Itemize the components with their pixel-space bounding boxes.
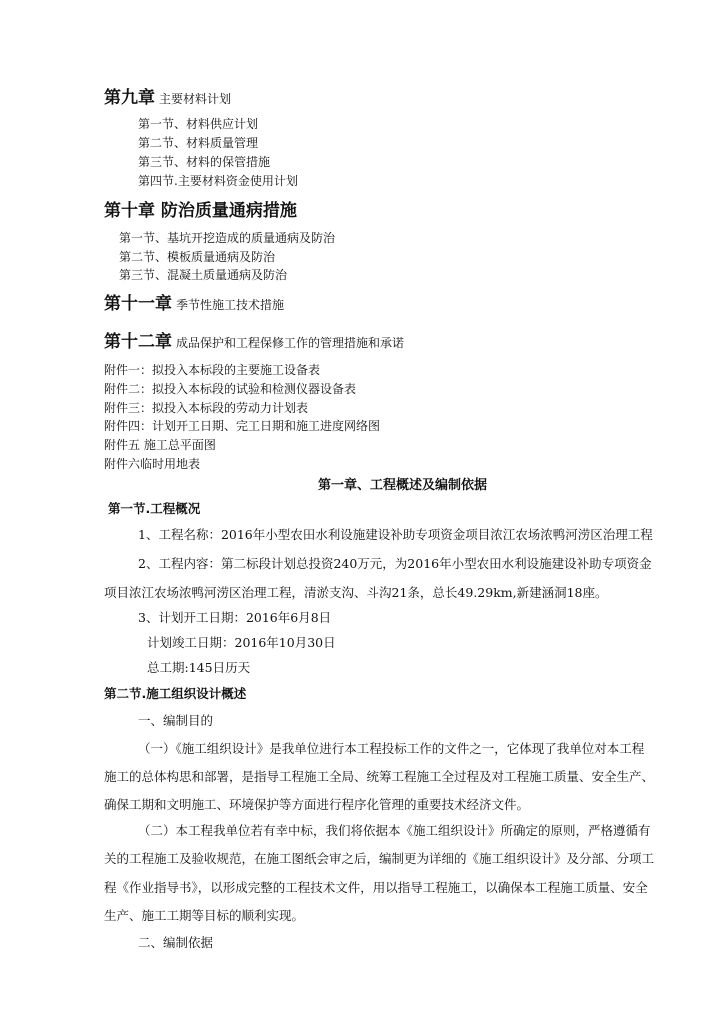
- paragraph-2-line4: 生产、施工工期等目标的顺利实现。: [104, 908, 305, 923]
- subheading-basis: 二、编制依据: [138, 935, 214, 950]
- paragraph-1-line1: （一）《施工组织设计》是我单位进行本工程投标工作的文件之一，它体现了我单位对本工程: [138, 741, 645, 756]
- chapter-number: 第十一章: [104, 294, 172, 314]
- section-2-title: 第二节.施工组织设计概述: [104, 686, 247, 701]
- toc-item: 第二节、模板质量通病及防治: [119, 250, 276, 264]
- project-name: 1、工程名称：2016年小型农田水利设施建设补助专项资金项目浓江农场浓鸭河涝区治理工程: [138, 527, 653, 542]
- toc-item: 第三节、混凝土质量通病及防治: [119, 268, 288, 282]
- project-content-line1: 2、工程内容：第二标段计划总投资240万元，为2016年小型农田水利设施建设补助专项资金: [138, 556, 652, 571]
- appendix-item: 附件四：计划开工日期、完工日期和施工进度网络图: [104, 419, 381, 433]
- chapter-number: 第九章: [104, 88, 155, 108]
- subheading-purpose: 一、编制目的: [138, 713, 214, 728]
- toc-item: 第三节、材料的保管措施: [138, 155, 271, 169]
- toc-item: 第二节、材料质量管理: [138, 136, 259, 150]
- toc-item: 第一节、基坑开挖造成的质量通病及防治: [119, 231, 336, 245]
- toc-chapter-10: [104, 200, 297, 222]
- section-1-title: 第一节.工程概况: [108, 501, 201, 516]
- appendix-item: 附件三：拟投入本标段的劳动力计划表: [104, 401, 309, 415]
- appendix-item: 附件一：拟投入本标段的主要施工设备表: [104, 363, 321, 377]
- paragraph-2-line1: （二）本工程我单位若有幸中标，我们将依据本《施工组织设计》所确定的原则，严格遵循有: [138, 823, 651, 838]
- chapter-title: 主要材料计划: [159, 92, 232, 106]
- paragraph-1-line3: 确保工期和文明施工、环境保护等方面进行程序化管理的重要技术经济文件。: [104, 797, 530, 812]
- toc-item: 第四节.主要材料资金使用计划: [138, 174, 298, 188]
- chapter-title: 第十章 防治质量通病措施: [104, 201, 297, 221]
- toc-chapter-12: [104, 331, 404, 354]
- paragraph-2-line3: 程《作业指导书》，以形成完整的工程技术文件，用以指导工程施工，以确保本工程施工质量、安全: [104, 880, 648, 895]
- chapter-title: 季节性施工技术措施: [176, 298, 285, 312]
- chapter-number: 第十二章: [104, 332, 172, 352]
- paragraph-1-line2: 施工的总体构思和部署，是指导工程施工全局、统筹工程施工全过程及对工程施工质量、安全生产、: [104, 769, 655, 784]
- appendix-item: 附件六临时用地表: [104, 457, 201, 471]
- total-duration: 总工期:145日历天: [147, 660, 251, 675]
- end-date: 计划竣工日期：2016年10月30日: [147, 635, 336, 650]
- toc-item: 第一节、材料供应计划: [138, 117, 259, 131]
- appendix-item: 附件五 施工总平面图: [104, 438, 216, 452]
- toc-chapter-11: [104, 293, 284, 316]
- paragraph-2-line2: 关的工程施工及验收规范，在施工图纸会审之后，编制更为详细的《施工组织设计》及分部、分项工: [104, 851, 655, 866]
- chapter-1-title: 第一章、工程概述及编制依据: [318, 478, 488, 493]
- start-date: 3、计划开工日期：2016年6月8日: [138, 610, 332, 625]
- appendix-item: 附件二：拟投入本标段的试验和检测仪器设备表: [104, 382, 357, 396]
- chapter-title: 成品保护和工程保修工作的管理措施和承诺: [176, 336, 405, 350]
- toc-chapter-9: [104, 87, 231, 110]
- project-content-line2: 项目浓江农场浓鸭河涝区治理工程，清淤支沟、斗沟21条，总长49.29km,新建涵洞18座。: [104, 585, 608, 600]
